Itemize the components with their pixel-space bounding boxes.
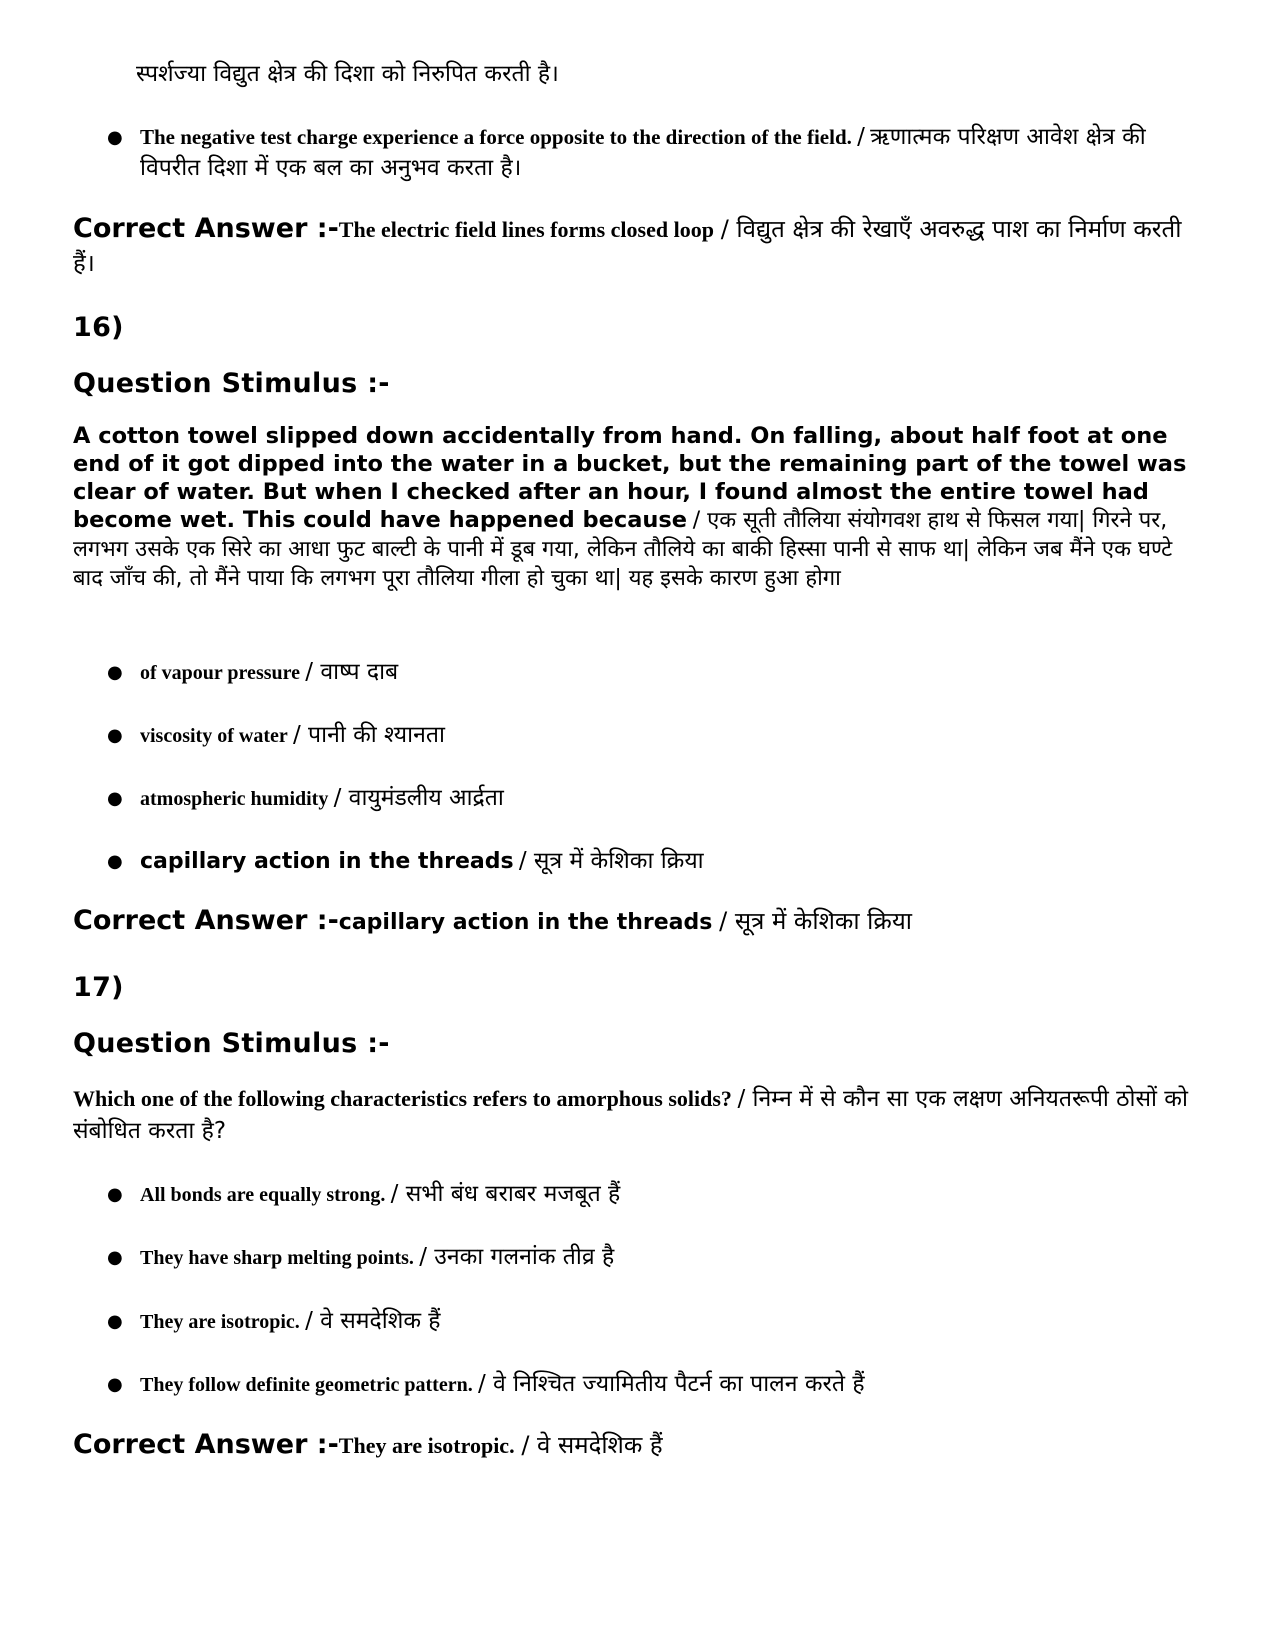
- correct-answer-en: The electric field lines forms closed loop: [338, 217, 714, 242]
- bullet-icon: ●: [107, 662, 123, 683]
- option-item: [107, 783, 1207, 815]
- correct-answer-hi: / सूत्र में केशिका क्रिया: [719, 907, 912, 935]
- option-separator: /: [857, 124, 865, 150]
- correct-answer-label: Correct Answer :-: [73, 213, 339, 244]
- option-item: [107, 1306, 1207, 1338]
- option-text-en: atmospheric humidity: [140, 788, 329, 810]
- option-text-hi: / पानी की श्यानता: [292, 722, 445, 748]
- previous-correct-answer: [73, 212, 1208, 279]
- question-stimulus-label-17: Question Stimulus :-: [73, 1028, 390, 1059]
- bullet-icon: ●: [107, 1374, 123, 1395]
- bullet-icon: ●: [107, 1184, 123, 1205]
- option-text-en: They have sharp melting points.: [140, 1247, 414, 1269]
- option-text-hi: ऋणात्मक परिक्षण आवेश क्षेत्र की विपरीत दिशा में एक बल का अनुभव करता है।: [140, 124, 1146, 181]
- option-item: [107, 1369, 1207, 1401]
- option-text-en: The negative test charge experience a force opposite to the direction of the field.: [140, 125, 852, 149]
- option-text-hi: / सूत्र में केशिका क्रिया: [518, 848, 704, 874]
- correct-answer-en: They are isotropic.: [338, 1433, 515, 1458]
- option-text-en: of vapour pressure: [140, 662, 301, 684]
- stimulus-text-hi: / एक सूती तौलिया संयोगवश हाथ से फिसल गया| गिरने पर, लगभग उसके एक सिरे का आधा फुट बाल्टी के पानी में डूब गया, लेकिन तौलिये का बाकी हिस्सा पानी से साफ था| लेकिन जब मैंने एक घण्टे बाद जाँच की, तो मैंने पाया कि लगभग पूरा तौलिया गीला हो चुका था| यह इसके कारण हुआ होगा: [73, 508, 1173, 591]
- correct-answer-hi: / वे समदेशिक हैं: [521, 1431, 663, 1459]
- stimulus-text-en: Which one of the following characteristics refers to amorphous solids?: [73, 1086, 732, 1111]
- option-text-hi: / वे समदेशिक हैं: [305, 1308, 441, 1334]
- option-text-hi: / वायुमंडलीय आर्द्रता: [333, 785, 504, 811]
- correct-answer-17: [73, 1428, 1208, 1462]
- option-item: [107, 846, 1207, 877]
- option-text-hi: / वे निश्चित ज्यामितीय पैटर्न का पालन करते हैं: [477, 1371, 865, 1397]
- option-text-en: They are isotropic.: [140, 1311, 300, 1333]
- option-item: [107, 1242, 1207, 1274]
- bullet-icon: ●: [107, 725, 123, 746]
- stimulus-text-en: A cotton towel slipped down accidentally from hand. On falling, about half foot at one end of it got dipped into the water in a bucket, but the remaining part of the towel was clear of water. But when I checked after an hour, I found almost the entire towel had become wet. This could have happened because: [73, 423, 1187, 533]
- option-item: [107, 1179, 1207, 1211]
- option-item: [107, 657, 1207, 689]
- question-number-16: 16): [73, 312, 124, 343]
- bullet-icon: ●: [107, 788, 123, 809]
- bullet-icon: ●: [107, 1247, 123, 1268]
- bullet-icon: ●: [107, 851, 123, 872]
- correct-answer-label: Correct Answer :-: [73, 905, 339, 936]
- correct-answer-label: Correct Answer :-: [73, 1429, 339, 1460]
- option-text-en: They follow definite geometric pattern.: [140, 1374, 473, 1396]
- previous-option-item: [107, 122, 1207, 184]
- question-stimulus-label-16: Question Stimulus :-: [73, 368, 390, 399]
- correct-answer-16: [73, 904, 1208, 939]
- bullet-icon: ●: [107, 1311, 123, 1332]
- option-text-hi: / उनका गलनांक तीव्र है: [419, 1244, 615, 1270]
- question-stimulus-17: [73, 1083, 1208, 1147]
- question-number-17: 17): [73, 972, 124, 1003]
- bullet-icon: ●: [107, 127, 123, 148]
- previous-option-continuation: स्पर्शज्या विद्युत क्षेत्र की दिशा को निरुपित करती है।: [136, 61, 559, 87]
- stimulus-text-hi: / निम्न में से कौन सा एक लक्षण अनियतरूपी ठोसों को संबोधित करता है?: [73, 1086, 1188, 1144]
- option-text-hi: / वाष्प दाब: [305, 659, 399, 685]
- option-text-en: capillary action in the threads: [140, 849, 514, 874]
- option-text-en: viscosity of water: [140, 725, 288, 747]
- option-text-hi: / सभी बंध बराबर मजबूत हैं: [390, 1181, 621, 1207]
- correct-answer-hi: / विद्युत क्षेत्र की रेखाएँ अवरुद्ध पाश का निर्माण करती हैं।: [73, 215, 1182, 277]
- question-stimulus-16: [73, 422, 1208, 593]
- option-item: [107, 720, 1207, 752]
- option-text-en: All bonds are equally strong.: [140, 1184, 386, 1206]
- correct-answer-en: capillary action in the threads: [338, 910, 713, 935]
